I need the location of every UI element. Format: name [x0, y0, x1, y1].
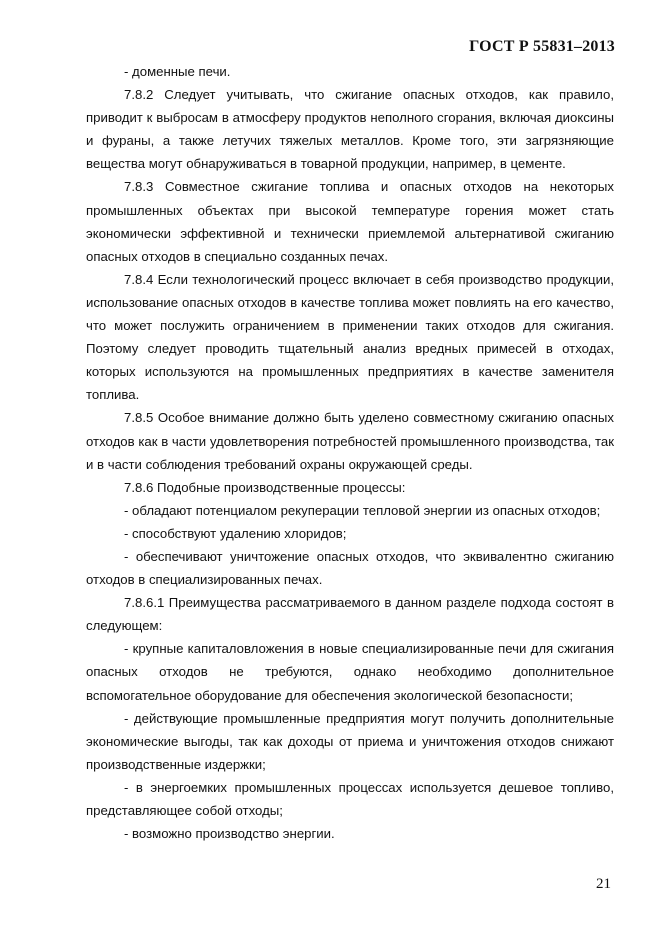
paragraph-7-8-3: 7.8.3 Совместное сжигание топлива и опасных отходов на некоторых промышленных объектах при высокой температуре горения может стать экономически эффективной и технически приемлемой альтернативой сжиганию опасных отходов в специально созданных печах. [86, 179, 614, 264]
paragraph-7-8-2: 7.8.2 Следует учитывать, что сжигание опасных отходов, как правило, приводит к выбросам в атмосферу продуктов неполного сгорания, включая диоксины и фураны, а также летучих тяжелых металлов. Кроме того, эти загрязняющие вещества могут обнаруживаться в товарной продукции, например, в цементе. [86, 87, 614, 172]
list-item-waste-destruction: - обеспечивают уничтожение опасных отходов, что эквивалентно сжиганию отходов в специализированных печах. [86, 548, 614, 588]
document-body [86, 60, 614, 845]
page-number: 21 [596, 876, 611, 892]
paragraph-7-8-5: 7.8.5 Особое внимание должно быть уделено совместному сжиганию опасных отходов как в части удовлетворения потребностей промышленного производства, так и в части соблюдения требований охраны окружающей среды. [86, 410, 614, 472]
list-item-energy-production: - возможно производство энергии. [124, 826, 335, 842]
list-item-economic-benefits: - действующие промышленные предприятия могут получить дополнительные экономические выгоды, так как доходы от приема и уничтожения отходов снижают производственные издержки; [86, 710, 614, 772]
list-item-cheap-fuel: - в энергоемких промышленных процессах используется дешевое топливо, представляющее собой отходы; [86, 779, 614, 818]
list-item-blast-furnaces: - доменные печи. [124, 64, 231, 79]
document-code-header: ГОСТ Р 55831–2013 [469, 38, 615, 55]
paragraph-7-8-4: 7.8.4 Если технологический процесс включает в себя производство продукции, использование опасных отходов в качестве топлива может повлиять на его качество, что может послужить ограничением в применении таких отходов для сжигания. Поэтому следует проводить тщательный анализ вредных примесей в отходах, которых используются на промышленных предприятиях в качестве заменителя топлива. [86, 271, 614, 403]
list-item-chloride-removal: - способствуют удалению хлоридов; [124, 525, 347, 541]
list-item-heat-recovery: - обладают потенциалом рекуперации тепловой энергии из опасных отходов; [124, 502, 601, 518]
list-item-capital-investment: - крупные капиталовложения в новые специализированные печи для сжигания опасных отходов не требуются, однако необходимо дополнительное вспомогательное оборудование для обеспечения экологической безопасности; [86, 641, 614, 703]
paragraph-7-8-6: 7.8.6 Подобные производственные процессы: [124, 479, 406, 495]
paragraph-7-8-6-1: 7.8.6.1 Преимущества рассматриваемого в данном разделе подхода состоят в следующем: [86, 595, 614, 634]
